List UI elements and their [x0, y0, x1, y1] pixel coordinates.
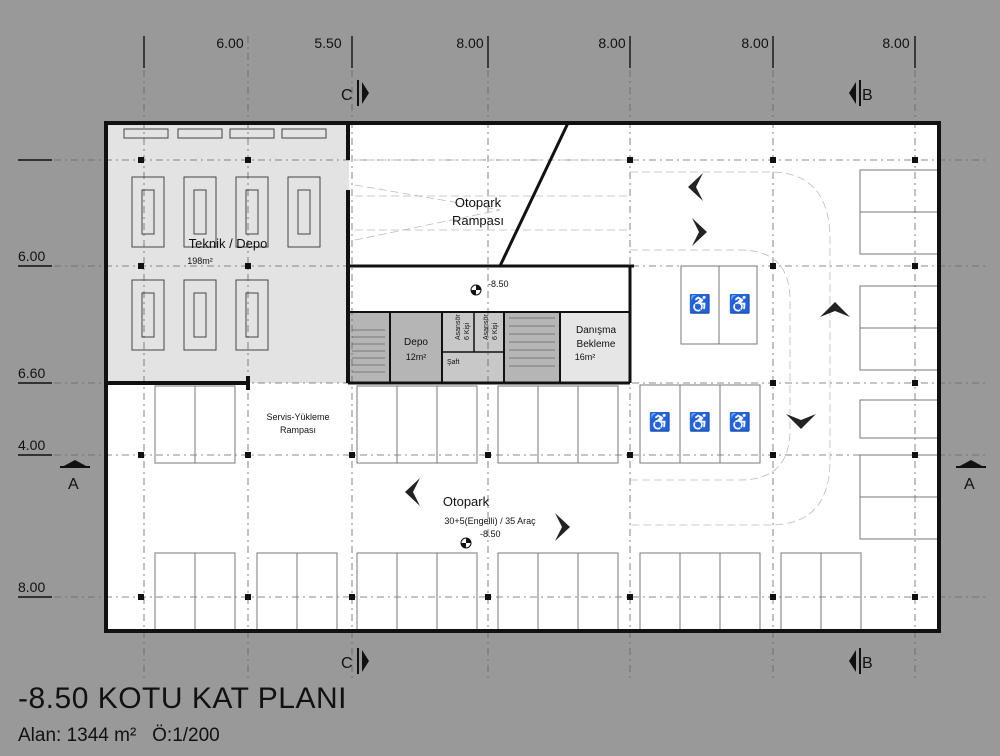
wheelchair-icon: ♿ [688, 412, 712, 432]
technical-room-label: Teknik / Depo [188, 236, 268, 251]
technical-room-area: 198m² [187, 256, 213, 266]
depo-area: 12m² [405, 352, 427, 362]
ramp-label-line1: Otopark [454, 195, 502, 210]
wheelchair-icon: ♿ [728, 294, 752, 314]
plan-subtitle [18, 725, 220, 747]
info-room-area: 16m² [574, 352, 596, 362]
parking-label: Otopark [442, 494, 490, 509]
elevator-core [442, 312, 504, 382]
dim-label-1: 6.00 [216, 35, 244, 51]
dim-label-v4: 8.00 [18, 579, 46, 595]
plan-scale: Ö:1/200 [152, 725, 220, 746]
section-a-left-arrow [62, 460, 88, 467]
section-b-top-arrow [849, 82, 856, 104]
wheelchair-icon: ♿ [688, 294, 712, 314]
dim-label-3: 8.00 [456, 35, 484, 51]
stair-2-core [504, 312, 560, 382]
section-c-top-arrow [362, 82, 369, 104]
section-c-bottom-arrow [362, 650, 369, 672]
elevator-1-label: Asansör [455, 314, 462, 340]
level-label-bottom: -8.50 [480, 529, 501, 539]
section-b-top-label: B [862, 87, 873, 104]
info-room-label-2: Bekleme [576, 339, 616, 350]
elevator-2-capacity: 6 Kişi [492, 322, 499, 340]
section-b-bottom-label: B [862, 655, 873, 672]
plan-title: -8.50 KOTU KAT PLANI [18, 682, 347, 715]
dim-label-v2: 6.60 [18, 365, 46, 381]
level-label-top: -8.50 [488, 279, 509, 289]
wheelchair-icon: ♿ [728, 412, 752, 432]
section-a-right-arrow [958, 460, 984, 467]
dim-label-v1: 6.00 [18, 248, 46, 264]
service-ramp-label-2: Rampası [279, 425, 317, 435]
stair-1-core [348, 312, 390, 382]
elevator-1-capacity: 6 Kişi [464, 322, 471, 340]
dim-label-5: 8.00 [741, 35, 769, 51]
section-c-bottom-label: C [341, 655, 353, 672]
dim-label-v3: 4.00 [18, 437, 46, 453]
wheelchair-icon: ♿ [648, 412, 672, 432]
service-ramp-label-1: Servis-Yükleme [266, 412, 330, 422]
depo-label: Depo [404, 337, 428, 348]
plan-area: Alan: 1344 m² [18, 725, 137, 746]
parking-capacity: 30+5(Engelli) / 35 Araç [444, 516, 536, 526]
dim-label-4: 8.00 [598, 35, 626, 51]
section-a-left-label: A [68, 476, 79, 493]
section-a-right-label: A [964, 476, 975, 493]
section-c-top-label: C [341, 87, 353, 104]
shaft-label: Şaft [447, 359, 460, 366]
dim-label-2: 5.50 [314, 35, 342, 51]
section-b-bottom-arrow [849, 650, 856, 672]
ramp-label-line2: Rampası [451, 213, 505, 228]
dim-label-6: 8.00 [882, 35, 910, 51]
info-room-label-1: Danışma [575, 325, 617, 336]
elevator-2-label: Asansör [483, 314, 490, 340]
